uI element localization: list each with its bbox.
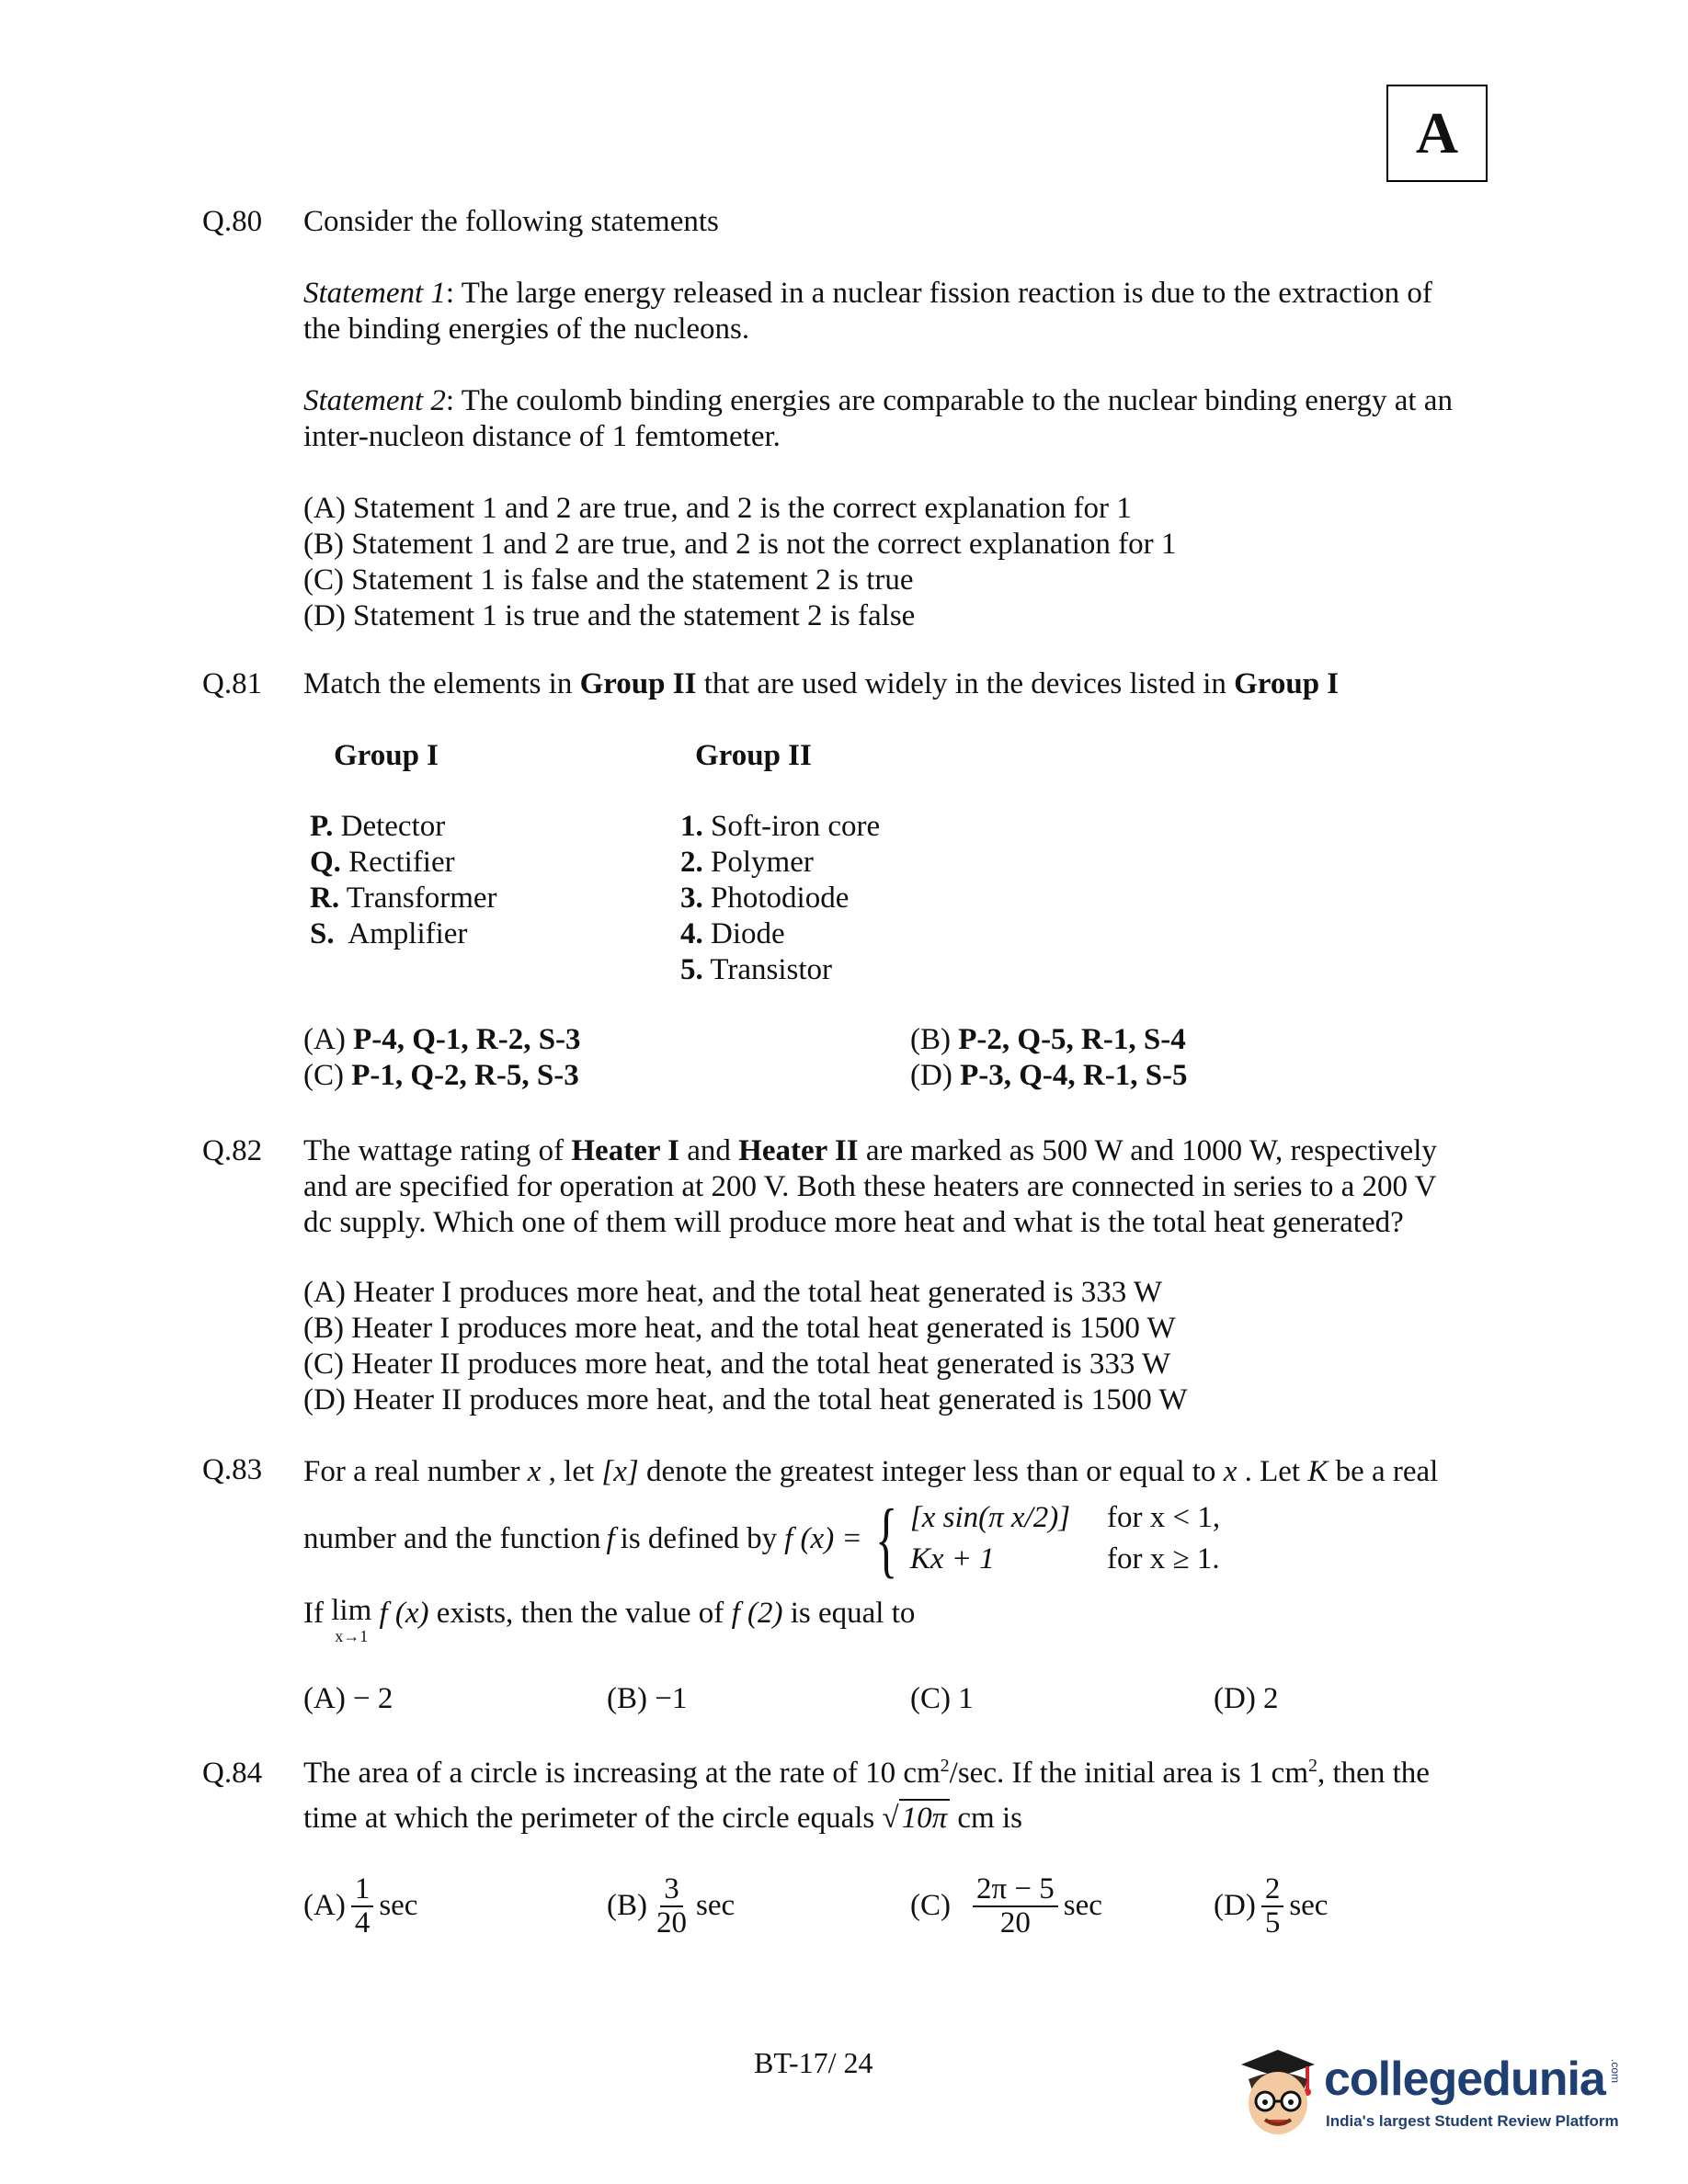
q82-body (303, 1133, 1499, 1418)
set-letter: A (1415, 100, 1459, 166)
q81-options (303, 1022, 1499, 1094)
group1-item: S. Amplifier (310, 916, 468, 950)
piecewise-cases (910, 1500, 1220, 1577)
q83-number: Q.83 (202, 1453, 263, 1486)
q82-stem-line1: The wattage rating of Heater I and Heater II are marked as 500 W and 1000 W, respectively (303, 1134, 1437, 1167)
q83-stem-line1: For a real number x , let [x] denote the greatest integer less than or equal to x . Let K be a real (303, 1455, 1439, 1488)
q84-stem-line2: time at which the perimeter of the circle equals √ 10π cm is (303, 1799, 1499, 1837)
group2-item: 4. Diode (680, 916, 785, 950)
group2-item: 3. Photodiode (680, 881, 850, 915)
group2-header: Group II (695, 739, 812, 772)
q80-statement1-line2: the binding energies of the nucleons. (303, 312, 750, 346)
q84-stem-line1: The area of a circle is increasing at the rate of 10 $cm^2/\sec$. If the initial area is 1 $cm^2$, then the (303, 1756, 1430, 1790)
q84-option-b: (B) $\frac{3}{20}$ sec (607, 1872, 736, 1939)
q80-statement1-line1: Statement 1: The large energy released in a nuclear fission reaction is due to the extraction of (303, 276, 1432, 310)
q83-option-b: (B) −1 (607, 1682, 688, 1715)
q81-option-a: (A) P-4, Q-1, R-2, S-3 (303, 1023, 581, 1056)
q82-option-a: (A) Heater I produces more heat, and the total heat generated is 333 W (303, 1275, 1163, 1309)
group2-list (680, 809, 880, 988)
group1-header: Group I (334, 739, 439, 772)
q80-option-c: (C) Statement 1 is false and the statement 2 is true (303, 563, 914, 597)
group1-item: Q. Rectifier (310, 845, 455, 879)
left-brace-symbol: { (874, 1492, 897, 1586)
q84-number: Q.84 (202, 1757, 263, 1790)
q83-function-definition: number and the function f is defined by f (x) = { [x sin(π x/2)] for x < 1, Kx + 1 for x ≥ 1. (303, 1492, 1221, 1586)
q84-body (303, 1756, 1499, 1837)
group2-item: 1. Soft-iron core (680, 810, 881, 843)
q80-option-d: (D) Statement 1 is true and the statement 2 is false (303, 598, 916, 632)
q82-stem-line2: and are specified for operation at 200 V. Both these heaters are connected in series to a 200 V (303, 1169, 1437, 1203)
page-footer: BT-17/ 24 (754, 2046, 873, 2079)
q82-option-b: (B) Heater I produces more heat, and the total heat generated is 1500 W (303, 1311, 1176, 1345)
group2-item: 2. Polymer (680, 845, 814, 879)
q80-option-a: (A) Statement 1 and 2 are true, and 2 is the correct explanation for 1 (303, 491, 1132, 525)
limit-expression: lim x→1 (331, 1594, 372, 1645)
q84-option-a: (A) $\frac{1}{4}$ sec (303, 1872, 418, 1939)
q80-body (303, 204, 1499, 633)
group1-item: R. Transformer (310, 881, 497, 915)
q82-option-c: (C) Heater II produces more heat, and the total heat generated is 333 W (303, 1347, 1171, 1381)
mascot-icon (1223, 2039, 1324, 2140)
q81-option-d: (D) P-3, Q-4, R-1, S-5 (910, 1058, 1188, 1092)
q83-option-a: (A) − 2 (303, 1682, 393, 1715)
q82-option-d: (D) Heater II produces more heat, and the total heat generated is 1500 W (303, 1382, 1188, 1416)
group1-item: P. Detector (310, 810, 446, 843)
group2-item: 5. Transistor (680, 952, 833, 986)
brand-tagline: India's largest Student Review Platform (1326, 2112, 1619, 2130)
case1-expression: [x sin(π x/2)] (909, 1501, 1071, 1535)
q82-stem-line3: dc supply. Which one of them will produce more heat and what is the total heat generated? (303, 1205, 1404, 1239)
q80-statement2-line1: Statement 2: The coulomb binding energies are comparable to the nuclear binding energy at an (303, 383, 1453, 417)
q83-option-c: (C) 1 (910, 1682, 974, 1715)
q84-option-c: (C) $\frac{2\pi - 5}{20}$ sec (910, 1872, 1102, 1939)
answer-set-box (1386, 85, 1488, 182)
q81-option-b: (B) P-2, Q-5, R-1, S-4 (910, 1023, 1186, 1056)
q83-option-d: (D) 2 (1214, 1682, 1279, 1715)
sqrt-expression: √ 10π (882, 1799, 950, 1837)
case2-expression: Kx + 1 (909, 1542, 995, 1575)
collegedunia-logo (1223, 2031, 1627, 2142)
brand-name: collegedunia (1324, 2053, 1605, 2106)
q80-option-b: (B) Statement 1 and 2 are true, and 2 is not the correct explanation for 1 (303, 527, 1177, 561)
q83-options (303, 1681, 1517, 1717)
q80-number: Q.80 (202, 205, 263, 238)
q82-number: Q.82 (202, 1134, 263, 1167)
case2-condition: for x ≥ 1. (1107, 1542, 1220, 1575)
q80-intro: Consider the following statements (303, 205, 719, 238)
q84-option-d: (D) $\frac{2}{5}$ sec (1214, 1872, 1329, 1939)
q84-options (303, 1873, 1517, 1939)
q81-option-c: (C) P-1, Q-2, R-5, S-3 (303, 1058, 579, 1092)
case1-condition: for x < 1, (1107, 1501, 1221, 1535)
q83-stem-line3: If lim x→1 f (x) exists, then the value of f (2) is equal to (303, 1594, 916, 1645)
q81-number: Q.81 (202, 667, 263, 700)
q81-body (303, 666, 1499, 702)
q80-statement2-line2: inter-nucleon distance of 1 femtometer. (303, 419, 781, 453)
group1-list (310, 809, 497, 952)
brand-suffix: .com (1609, 2059, 1623, 2084)
q81-stem: Match the elements in Group II that are used widely in the devices listed in Group I (303, 667, 1340, 700)
